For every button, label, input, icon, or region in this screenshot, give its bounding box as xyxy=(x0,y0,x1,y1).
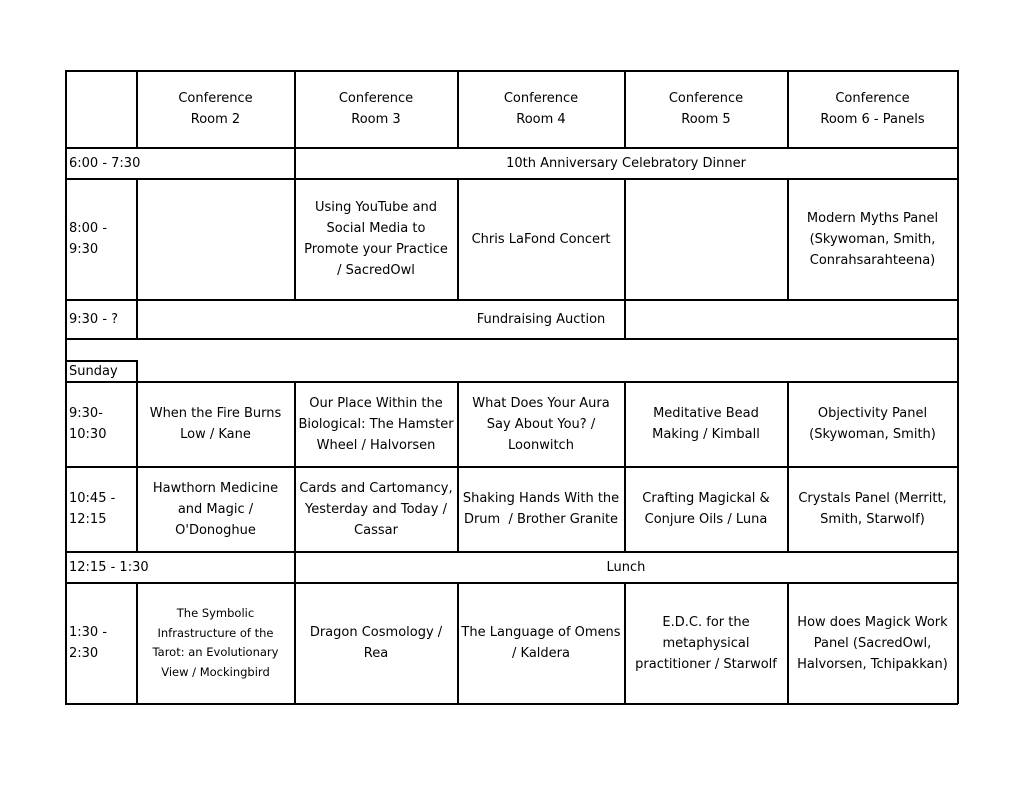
session-cell: Shaking Hands With the Drum / Brother Granite xyxy=(462,491,620,527)
rule xyxy=(624,178,626,338)
time-cell: 12:15 - 1:30 xyxy=(69,559,149,575)
session-cell: When the Fire Burns Low / Kane xyxy=(149,406,282,442)
session-cell: Using YouTube and Social Media to Promote your Practice / SacredOwl xyxy=(304,200,448,278)
header-room-2: Conference Room 2 xyxy=(178,91,253,127)
header-room-5: Conference Room 5 xyxy=(668,91,744,127)
rule xyxy=(957,70,959,704)
time-cell: 9:30- 10:30 xyxy=(69,406,107,442)
session-cell: The Language of Omens / Kaldera xyxy=(461,625,621,661)
session-cell: Crystals Panel (Merritt, Smith, Starwolf) xyxy=(798,491,947,527)
session-cell: Meditative Bead Making / Kimball xyxy=(652,406,760,442)
event-lunch: Lunch xyxy=(606,559,646,575)
event-dinner: 10th Anniversary Celebratory Dinner xyxy=(506,155,746,171)
session-cell: Cards and Cartomancy, Yesterday and Today / Cassar xyxy=(299,480,453,538)
session-cell: Modern Myths Panel (Skywoman, Smith, Conrahsarahteena) xyxy=(806,210,939,268)
header-room-6: Conference Room 6 - Panels xyxy=(820,91,925,127)
time-cell: 6:00 - 7:30 xyxy=(69,155,141,171)
header-room-3: Conference Room 3 xyxy=(338,91,414,127)
session-cell: The Symbolic Infrastructure of the Tarot: an Evolutionary View / Mockingbird xyxy=(152,606,279,679)
time-cell: 1:30 - 2:30 xyxy=(69,625,108,661)
session-cell: Objectivity Panel (Skywoman, Smith) xyxy=(809,406,936,442)
event-auction: Fundraising Auction xyxy=(476,311,606,327)
session-cell: Hawthorn Medicine and Magic / O'Donoghue xyxy=(152,480,279,538)
session-cell: What Does Your Aura Say About You? / Loonwitch xyxy=(472,395,610,453)
rule xyxy=(65,703,958,705)
time-cell: 10:45 - 12:15 xyxy=(69,491,116,527)
time-cell: 8:00 - 9:30 xyxy=(69,221,108,257)
session-cell: How does Magick Work Panel (SacredOwl, Halvorsen, Tchipakkan) xyxy=(797,614,948,672)
rule xyxy=(65,338,958,340)
time-cell: 9:30 - ? xyxy=(69,311,119,327)
session-cell: Chris LaFond Concert xyxy=(471,231,611,247)
rule xyxy=(136,178,138,338)
day-label: Sunday xyxy=(69,363,118,379)
header-room-4: Conference Room 4 xyxy=(503,91,579,127)
session-cell: Crafting Magickal & Conjure Oils / Luna xyxy=(642,491,770,527)
session-cell: Our Place Within the Biological: The Hamster Wheel / Halvorsen xyxy=(298,395,454,453)
session-cell: E.D.C. for the metaphysical practitioner / Starwolf xyxy=(635,614,777,672)
session-cell: Dragon Cosmology / Rea xyxy=(309,625,443,661)
